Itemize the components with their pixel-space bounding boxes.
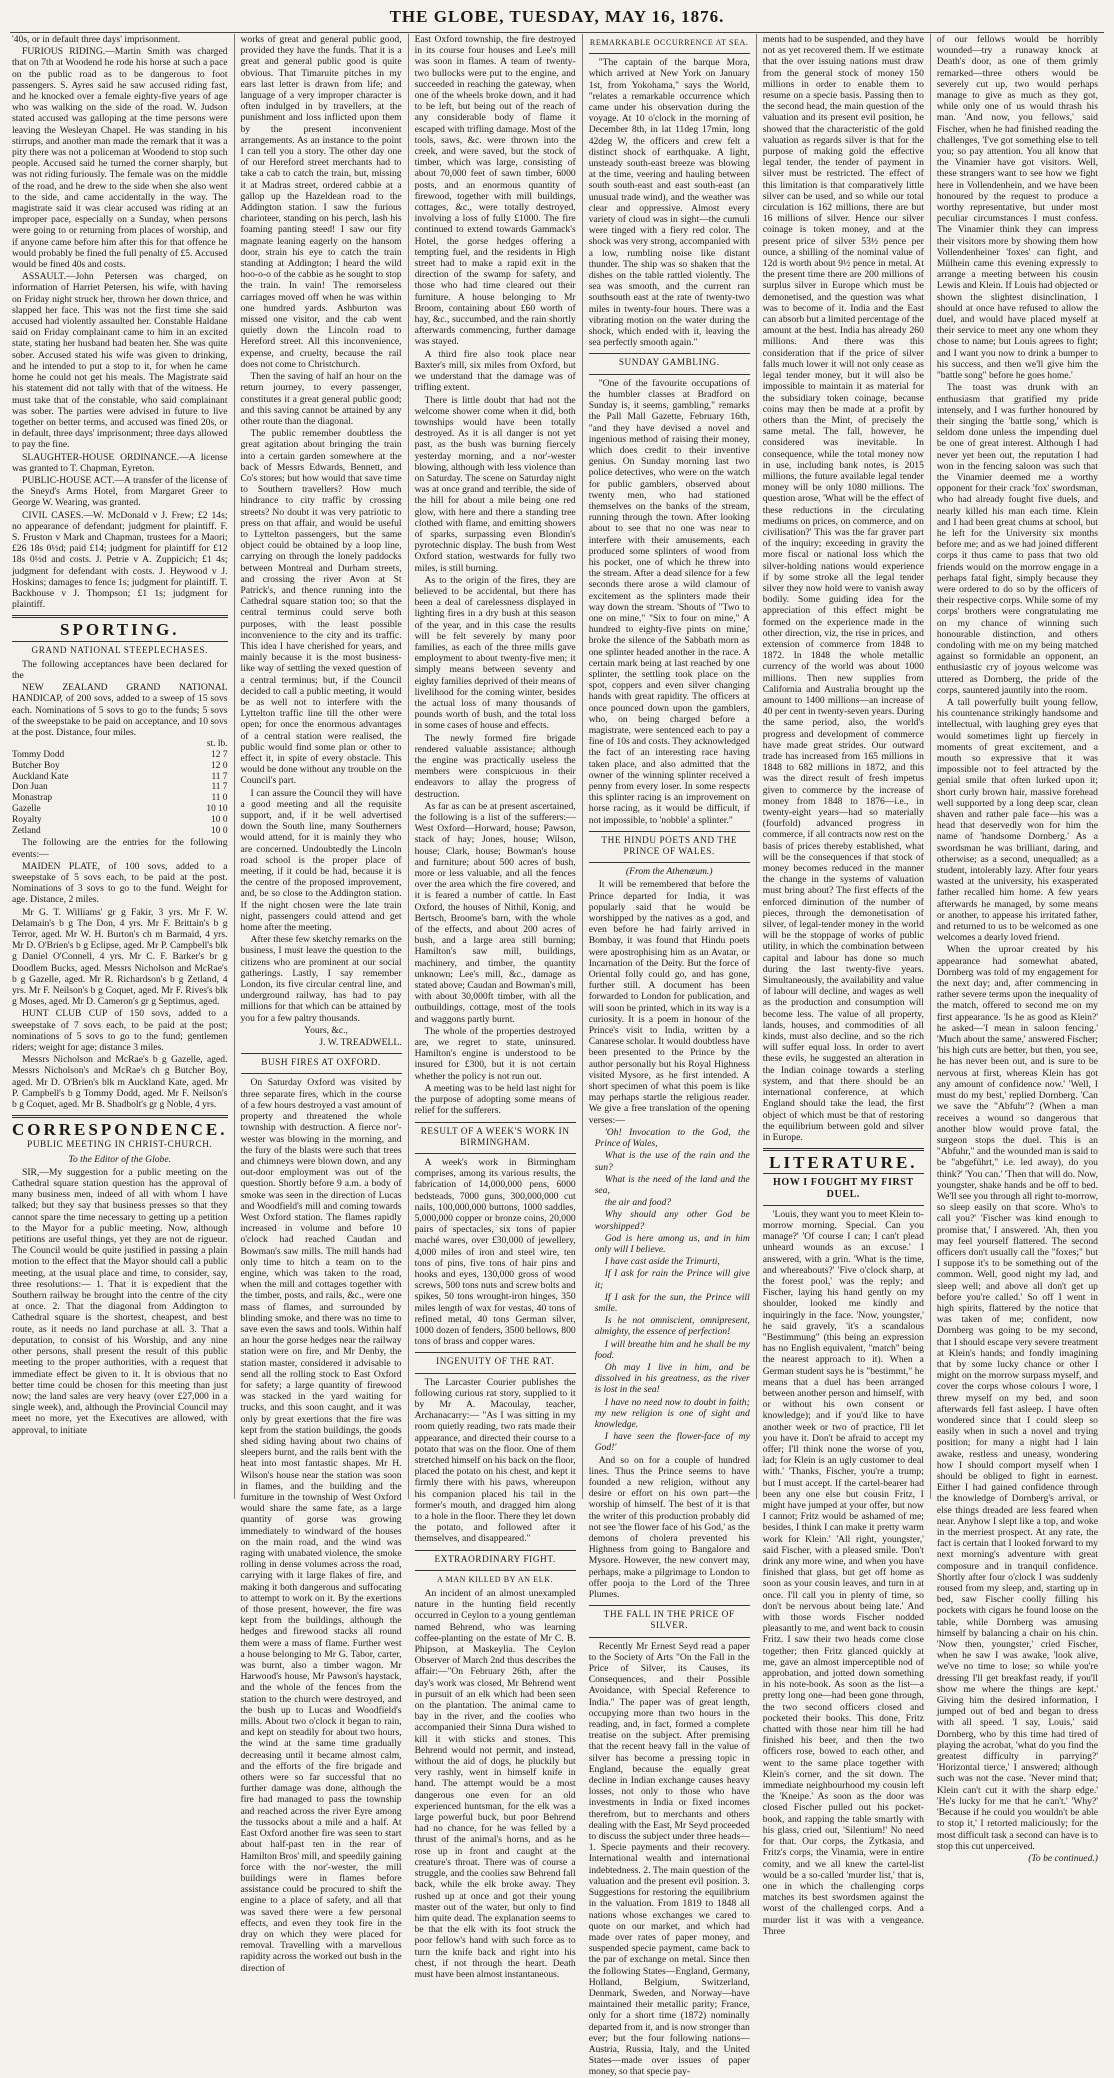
divider bbox=[589, 353, 750, 354]
section-title-correspondence: CORRESPONDENCE. bbox=[12, 1120, 228, 1140]
columns bbox=[10, 34, 1104, 2078]
divider bbox=[415, 1122, 576, 1123]
subhead: RESULT OF A WEEK'S WORK IN BIRMINGHAM. bbox=[420, 1125, 570, 1147]
table-row bbox=[12, 761, 228, 772]
paragraph: An incident of an almost unexampled nature in the hunting field recently occurred in Ceylon to a young gentleman named Behrend, who was learning coffee-planting on the estate of Mr C. B. Phipson, at Maskeylia. The Ceylon Observer of March 2nd thus describes the affair:—"On February 26th, after the day's work was closed, Mr Behrend went in pursuit of an elk which had been seen on the plantation. The animal came to bay in the river, and the coolies who accompanied their Sinna Dura wished to kill it with sticks and stones. This Behrend would not permit, and instead, without the aid of dogs, he pluckily but very rashly, went in himself knife in hand. The attempt would be a most dangerous one even for an old experienced huntsman, for the elk was a large powerful buck, but poor Behrend had no chance, for he was felled by a thrust of the animal's horns, and as he rose up in front and caught at the creature's throat. There was of course a struggle, and the coolies saw Behrend fall back, while the elk broke away. They rushed up at once and got their young master out of the water, but only to find him quite dead. The explanation seems to be that the elk with its foot struck the poor fellow's hand with such force as to turn the knife back and right into his chest, if not through the heart. Death must have been almost instantaneous. bbox=[414, 1588, 576, 1980]
horse-name: Zetland bbox=[12, 825, 41, 836]
paragraph: of our fellows would be horribly wounded—try a runaway knock at Death's door, as one of them grimly remarked—three others would be severely cut up, two would perhaps manage to give as much as they got, while only one of us would thrash his man. 'And now, you fellows,' said Fischer, when he had finished reading the challenges, 'I've got something else to tell you; so pay attention. You all know that the Vinamier have got visitors. Well, these strangers want to see how we fight here in Vollendenhein, and we have been honoured by the request to produce a worthy representative, but under most peculiar circumstances I must confess. The Vinamier think they can impress their visitors more by showing them how Vollendenheiner 'foxes' can fight, and Mülhein came this evening expressly to arrange a meeting between his cousin Lewis and Klein. If Louis had objected or shown the slightest disinclination, I should at once have refused to allow the duel, and would have placed myself at their service to meet any one whom they chose to name; but Louis agrees to fight; and I want you now to drink a bumper to his success, and then we'll give him the "battle song" before he goes home.' bbox=[936, 34, 1098, 382]
paragraph: FURIOUS RIDING.—Martin Smith was charged that on 7th at Woodend he rode his horse at such a pace on the public road as to be dangerous to foot passengers. S. Ayres said he saw accused riding fast, and he knocked over a female eighty-five years of age who was walking on the side of the road. W. Judson stated accused was galloping at the time persons were leaving the Wesleyan Chapel. He was standing in his stirrups, and another man made the remark that it was a pity there was not a policeman at Woodend to stop such people. Accused said he turned the corner sharply, but was not riding furiously. The female was on the middle of the road, and he drew to the side when she also went to the side, and came accidentally in the way. The magistrate said it was clear accused was riding at an improper pace, especially on a Sunday, when persons were going to or returning from places of worship, and if anyone came before him after this for that offence he would probably be fined the full penalty of £5. Accused would be fined 40s and costs. bbox=[12, 46, 228, 271]
poem-line: Oh may I live in him, and be dissolved in his greatness, as the river is lost in the sea! bbox=[594, 1361, 750, 1396]
column-1 bbox=[10, 34, 234, 1499]
paragraph: Recently Mr Ernest Seyd read a paper to the Society of Arts "On the Fall in the Price of Silver, its Causes, its Consequences, and their Possible Avoidance, with Special Reference to India." The paper was of great length, occupying more than two hours in the reading, and, in fact, formed a complete treatise on the subject. After premising that the recent heavy fall in the value of silver has become a pressing topic in England, because the equally great decline in Indian exchange causes heavy losses, not only to those who have investments in India or fixed incomes therefrom, but to merchants and others dealing with the East, Mr Seyd proceeded to discuss the subject under three heads—1. Specie payments and their recovery. International wealth and international indebtedness. 2. The main question of the valuation and the present evil position. 3. Suggestions for restoring the equilibrium in the valuation. From 1819 to 1848 all nations whose exchanges we cared to quote on our market, and which had made over rates of paper money, and suspended specie payment, came back to the par of exchange on metal. Since then the following States—England, Germany, Holland, Belgium, Switzerland, Denmark, Sweden, and Norway—have maintained their metallic parity; France, only for a short time (1872) nominally departed from it, and is now stronger than ever; but the four following nations—Austria, Russia, Italy, and the United States—made over issues of paper money, so that specie pay- bbox=[588, 1640, 750, 2078]
table-row bbox=[12, 772, 228, 783]
paragraph: As to the origin of the fires, they are believed to be accidental, but there has been a deal of carelessness displayed in lighting fires in a dry bush at this season of the year, and in this case the results will be felt severely by many poor families, as each of the three mills gave employment to about twenty-five men; it simply means between seventy and eighty families deprived of their means of livelihood for the coming winter, besides the actual loss of many thousands of pounds worth of bush, and the total loss in some cases of house and effects. bbox=[414, 574, 576, 732]
horse-weight: 11 7 bbox=[211, 782, 228, 793]
divider bbox=[763, 1205, 924, 1206]
paragraph: SLAUGHTER-HOUSE ORDINANCE.—A license was granted to T. Chapman, Eyreton. bbox=[12, 451, 228, 474]
subhead: BUSH FIRES AT OXFORD. bbox=[261, 1057, 381, 1068]
paragraph: '40s, or in default three days' imprisonment. bbox=[12, 34, 181, 45]
divider bbox=[415, 1153, 576, 1154]
divider bbox=[241, 1053, 402, 1054]
divider bbox=[12, 1115, 228, 1118]
paragraph: The public remember doubtless the great agitation about bringing the train into a certain garden somewhere at the back of Messrs Edwards, Bennett, and Co's stores; but how would that save time to Southern travellers? How much hindrance to city traffic by crossing streets? No doubt it was very patriotic to press on that affair, and would be useful to Lyttelton passengers, but the same object could be obtained by a loop line, carrying on through the lonely paddocks between Montreal and Durham streets, and crossing the river Avon at St Patrick's, and thence running into the Cathedral square station too; so that the central terminus could serve both purposes, with the least possible inconvenience to the city and its traffic. This idea I have cherished for years, and mainly because it is the most business-like way of settling the vexed question of a central terminus; but, if the Council decided to call a public meeting, it would be as well not to interfere with the Lyttelton traffic line till the other were open; for once the enormous advantages of a central station were realised, the public would find some plan or other to effect it, in spite of every obstacle. This would be done without any trouble on the Council's part. bbox=[240, 428, 402, 787]
horse-name: Don Juan bbox=[12, 782, 48, 793]
horse-name: Butcher Boy bbox=[12, 760, 60, 771]
subhead: INGENUITY OF THE RAT. bbox=[436, 1356, 555, 1367]
divider bbox=[589, 862, 750, 863]
paragraph: It will be remembered that before the Prince departed for India, it was popularly said that he would be worshipped by the natives as a god, and even before he had fairly arrived in Bombay, it was found that Hindu poets were apostrophising him as an Avatar, or Incarnation of the Deity. But the force of Oriental folly could go, and has gone, further still. A document has been forwarded to London for publication, and will soon be printed, which in its way is a curiosity. It is a poem in honour of the Prince's visit to India, written by a Canarese scholar. It would doubtless have been presented to the Prince by the author personally but his Royal Highness visited Mysore, as he first intended. A short specimen of what this poem is like may perhaps startle the religious reader. We give a free translation of the opening verses:— bbox=[588, 879, 750, 1126]
paragraph: The toast was drunk with an enthusiasm that gratified my pride intensely, and I was further honoured by their singing the 'battle song,' which is seldom done unless the impending duel be one of great interest. Although I had never yet been out, the reputation I had won in the fencing saloon was such that the Vinamier deemed me a worthy opponent for their crack 'fox' swordsman, who had already fought five duels, and nearly killed his man each time. Klein and I had been great chums at school, but he left for the University six months before me; and as we had joined different corps it thus came to pass that two old friends would on the morrow engage in a perhaps fatal fight, simply because they were ordered to do so by the officers of their respective corps. While some of my corps' brothers were congratulating me on my chance of winning such honourable distinction, and others condoling with me on my being matched against so formidable an opponent, an enthusiastic cry of joyous welcome was uttered as Dornberg, the pride of the corps, sauntered jauntily into the room. bbox=[936, 382, 1098, 696]
paragraph: MAIDEN PLATE, of 100 sovs, added to a sweepstake of 5 sovs each, to be paid at the post. Nominations of 3 sovs to go to the fund. Weight for age. Distance, 2 miles. bbox=[12, 860, 228, 906]
divider bbox=[415, 1550, 576, 1551]
paragraph: 'Louis, they want you to meet Klein to-morrow morning. Special. Can you manage?' 'Of course I can; I can't plead unheard wounds as an excuse.' I answered, with a grin. 'What is the time, and whereabouts?' 'Five o'clock sharp, at the forest pool,' was the reply; and Fischer, laying his hand gently on my shoulder, looked me kindly and inquiringly in the face. 'Now, youngster,' he said gravely, 'it's a scandalous "Bestimmung" (this being an expression has no English equivalent, "match" being the nearest approach to it). When a German student says he is "bestimmt," he means that a duel has been arranged between another person and himself, with or without his own consent or knowledge); and if you'd like to have another week or two of practice, I'll let you have it. Don't be afraid to accept my offer; I'll think none the worse of you, lad; for Klein is an ugly customer to deal with.' 'Thanks, Fischer, you're a trump; but I must accept. If the cartel-bearer had been any one else but cousin Fritz, I might have jumped at your offer, but now I cannot; Fritz would be ashamed of me; besides, I think I can make it pretty warm work for Klein.' 'All right, youngster,' said Fischer, with a pleased smile. 'Don't drink any more wine, and when you have finished that glass, but get off home as soon as your cousin leaves, and turn in at once. I'll call you in plenty of time, so don't be nervous about being late.' And with those words Fischer nodded pleasantly to me, and went back to cousin Fritz. I saw their two heads come close together; then Fritz glanced quickly at me, gave an almost imperceptible nod of approbation, and jotted down something in his note-book. As soon as the list—a pretty long one—had been gone through, the two second officers closed and pocketed their books. This done, Fritz chatted with those near him till he had finished his beer, and then the two officers rose, bowed to each other, and went to the same place together with Klein's corner, and the sit down. The immediate neighbourhood my cousin left the 'Kneipe.' As soon as the door was closed Fischer pulled out his pocket-book, and rapping the table smartly with his glass, cried out, 'Silentium!' No need for that. Our corps, the Zytkasia, and Fritz's corps, the Vinamia, were in entire comity, and we all knew the cartel-list would be a so-called 'murder list,' that is, one in which the challenging corps matches its best swordsmen against the worst of the challenged corps. And a murder list it was with a vengeance. Three bbox=[762, 1208, 924, 1937]
table-row bbox=[12, 815, 228, 826]
divider bbox=[241, 1073, 402, 1074]
horse-weight: 11 0 bbox=[211, 793, 228, 804]
horse-name: Gazelle bbox=[12, 803, 41, 814]
column-6 bbox=[930, 34, 1104, 1864]
editor-line: To the Editor of the Globe. bbox=[68, 1153, 171, 1165]
column-4 bbox=[582, 34, 756, 2078]
subhead: PUBLIC MEETING IN CHRIST-CHURCH. bbox=[27, 1139, 213, 1150]
horse-weight: 10 0 bbox=[211, 825, 228, 836]
subhead: EXTRAORDINARY FIGHT. bbox=[434, 1553, 556, 1564]
weights-header: st. lb. bbox=[206, 739, 228, 750]
divider bbox=[589, 831, 750, 832]
horse-weight: 12 0 bbox=[211, 760, 228, 771]
divider bbox=[589, 1637, 750, 1638]
subhead: THE HINDU POETS AND THE PRINCE OF WALES. bbox=[601, 834, 738, 857]
paragraph: The newly formed fire brigade rendered valuable assistance; although the engine was practically useless the members were conspicuous in their endeavors to allay the progress of destruction. bbox=[414, 732, 576, 800]
paragraph: A third fire also took place near Baxter's mill, six miles from Oxford, but we understand that the damage was of trifling extent. bbox=[414, 348, 576, 394]
subhead: GRAND NATIONAL STEEPLECHASES. bbox=[31, 644, 209, 655]
paragraph: After these few sketchy remarks on the business, I must leave the question to the citizens who are prominent at our social gatherings. Lastly, I say remember London, its five circular central line, and underground railway, has had to pay millions for that which can be attained by you for a few paltry thousands. bbox=[240, 934, 402, 1024]
paragraph: Mr G. T. Williams' gr g Fakir, 3 yrs. Mr F. W. Delamain's b g The Don, 4 yrs. Mr F. Brittain's b g Terror, aged. Mr W. H. Burton's ch m Barmaid, 4 yrs. Mr D. O'Brien's b g Eclipse, aged. Mr P. Campbell's blk g Daniel O'Connell, 4 yrs. Mr C. F. Barker's br g Doodlem Bucks, aged. Messrs Nicholson and McRae's b g Gazelle, aged. Mr R. Richardson's b g Zetland, 4 yrs. Mr F. Neilson's b g Coquet, aged. Mr F. Rives's blk g Moses, aged. Mr D. Cameron's gr g Septimus, aged. bbox=[12, 906, 228, 1008]
paragraph: A tall powerfully built young fellow, his countenance strikingly handsome and intellectual, with laughing grey eyes that would sometimes light up fiercely in moments of great excitement, and a mouth so expressive that it was impossible not to feel attracted by the genial smile that often lurked upon it; short curly brown hair, massive forehead well supported by a long deep scar, clean shaven and rather pale face—his was a head that deservedly won for him the name of 'handsome Dornberg.' As a swordsman he was brilliant, daring, and otherwise; as a second, unequalled; as a student, intolerably lazy. After four years wasted at the university, his exasperated father recalled him home. A few years afterwards he managed, by some means or another, to appease his irritated father, and returned to us to be welcomed as one welcomes a dearly loved friend. bbox=[936, 696, 1098, 944]
poem-line: God is here among us, and in him only will I believe. bbox=[594, 1232, 750, 1255]
poem-line: I will breathe him and he shall be my food. bbox=[594, 1338, 750, 1361]
paragraph: The following are the entries for the following events:— bbox=[12, 837, 228, 860]
table-row bbox=[12, 793, 228, 804]
paragraph: Messrs Nicholson and McRae's b g Gazelle, aged. Messrs Nicholson's and McRae's ch g Butcher Boy, aged. Mr D. O'Brien's blk m Auckland Kate, aged. Mr P. Campbell's b g Tommy Dodd, aged. Mr F. Neilson's b g Coquet, aged. Mr B. Shadbolt's gr g Noble, 4 yrs. bbox=[12, 1054, 228, 1111]
divider bbox=[12, 615, 228, 618]
paragraph: "The captain of the barque Mora, which arrived at New York on January 1st, from Yokohama," says the World, "relates a remarkable occurrence which came under his observation during the voyage. At 10 o'clock in the morning of December 8th, in lat 11deg 17min, long 42deg W, the officers and crew felt a distinct shock of earthquake. A light, unsteady south-east breeze was blowing at the time, veering and hauling between south south-east and east south-east (an unusual trade wind), and the weather was clear and oppressive. Almost every variety of cloud was in sight—the cumuli were tinged with a fiery red color. The shock was very strong, accompanied with a low, rumbling noise like distant thunder. The ship was so shaken that the dishes on the table rattled violently. The sea was smooth, and the current ran southsouth east at the rate of twenty-two miles in twenty-four hours. There was a vibrating motion on the water during the shock, which ended with it, leaving the sea perfectly smooth again." bbox=[588, 57, 750, 349]
horse-name: Royalty bbox=[12, 814, 42, 825]
paragraph: SIR,—My suggestion for a public meeting on the Cathedral square station question has the approval of many business men, indeed of all with whom I have talked; but they say that business presses so that they cannot spare the time necessary to getting up a petition to the Mayor for a public meeting. Now, although petitions are useful things, yet they are not de rigueur. The Council would be quite justified in passing a plain motion to the effect that the Mayor should call a public meeting, at the usual place and time, to consider, say, three resolutions:— 1. That it is expedient that the Southern railway be brought into the centre of the city at once. 2. That the diagonal from Addington to Cathedral square is the shortest, cheapest, and best route, as it needs no land purchase at all. 3. That a deputation, to consist of his Worship, and any nine other persons, shall present the result of this public meeting to the proper authorities, with a request that immediate effect be given to it. It is obvious that no better time could be chosen for this meeting than just now; the land sales are very heavy (over £27,000 in a single week), and, although the Provincial Council may meet no more, yet the Executives are allowed, with approval, to initiate bbox=[12, 1166, 228, 1436]
poem-line: 'Oh! Invocation to the God, the Prince of Wales, bbox=[594, 1126, 750, 1150]
horse-name: Monastrap bbox=[12, 793, 53, 804]
subhead: HOW I FOUGHT MY FIRST DUEL. bbox=[772, 1177, 914, 1200]
section-title-sporting: SPORTING. bbox=[60, 620, 180, 640]
divider bbox=[12, 641, 228, 642]
signature: J. W. TREADWELL. bbox=[319, 1037, 402, 1049]
subhead-small: A MAN KILLED BY AN ELK. bbox=[437, 1574, 554, 1584]
divider bbox=[415, 1570, 576, 1571]
poem-line: Why should any other God be worshipped? bbox=[594, 1209, 750, 1232]
column-5 bbox=[756, 34, 930, 1937]
divider bbox=[589, 1605, 750, 1606]
divider bbox=[415, 1373, 576, 1374]
poem-line: I have seen the flower-face of my God!' bbox=[594, 1431, 750, 1454]
poem-line: What is the need of the land and the sea, bbox=[594, 1173, 750, 1196]
to-be-continued: (To be continued.) bbox=[1028, 1852, 1098, 1864]
poem-line: I have no need now to doubt in faith; my new religion is one of sight and knowledge. bbox=[594, 1396, 750, 1430]
horse-weight: 10 0 bbox=[211, 814, 228, 825]
paragraph: I can assure the Council they will have a good meeting and all the requisite support, and, if it be well advertised down the South line, many Southerners would attend, for it is mainly they who are concerned. Undoubtedly the Lincoln road school is the proper place of meeting, if it could be had, because it is the centre of the proposed improvement, and, be so close to the Addington station. If the night chosen were the late train night, passengers could attend and get home after the meeting. bbox=[240, 787, 402, 934]
poem-line: If I ask for rain the Prince will give it; bbox=[594, 1268, 750, 1291]
weights-table bbox=[12, 739, 228, 836]
divider bbox=[763, 1148, 924, 1151]
table-row bbox=[12, 750, 228, 761]
table-header-row bbox=[12, 739, 228, 750]
column-3 bbox=[408, 34, 582, 1980]
paragraph: CIVIL CASES.—W. McDonald v J. Frew; £2 14s; no appearance of defendant; judgment for plaintiff. F. S. Fruston v Mark and Chapman, trustees for a Maori; £26 18s 0½d; paid £14; judgment for plaintiff for £12 18s 0½d and costs. J. Petrie v A. Zuppicich; £1 4s; judgment for defendant with costs. J. Heywood v J. Hoskins; damages to fence 1s; judgment for plaintiff. T. Backhouse v J. Thompson; £1 1s; judgment for plaintiff. bbox=[12, 509, 228, 611]
divider bbox=[415, 1352, 576, 1353]
paragraph: ASSAULT.—John Petersen was charged, on information of Harriet Petersen, his wife, with having on Friday night struck her, thrown her down thrice, and slapped her face. This was not the first time she said accused had violently assaulted her. Constable Haldane said on Friday complainant came to him in an excited state, stating her husband had beaten her. She was quite sober. Accused stated his wife was given to drinking, and he intended to put a stop to it, for when he came home he could not get his meals. The Magistrate said his statement did not tally with that of the witness. He must take that of the constable, who said complainant was sober. The parties were advised in future to live together on better terms, and accused was fined 20s, or in default, three days' imprisonment; three days allowed to pay the fine. bbox=[12, 271, 228, 451]
paragraph: The Larcaster Courier publishes the following curious rat story, supplied to it by Mr A. Macoulay, teacher, Archanacarry:— "As I was sitting in my room quietly reading, two rats made their appearance, and directed their course to a potato that was on the floor. One of them stretched himself on his back on the floor, placed the potato on his chest, and kept it firmly there with his paws, whereupon his companion placed his tail in the former's mouth, and dragged him along to a hole in the floor. There they let down the potato, and followed after it themselves, and disappeared." bbox=[414, 1376, 576, 1545]
subhead: REMARKABLE OCCURRENCE AT SEA. bbox=[589, 38, 749, 47]
divider bbox=[763, 1173, 924, 1174]
paragraph: A meeting was to be held last night for the purpose of adopting some means of relief for the sufferers. bbox=[414, 1082, 576, 1117]
horse-name: Tommy Dodd bbox=[12, 749, 65, 760]
subhead: SUNDAY GAMBLING. bbox=[618, 357, 720, 368]
poem-line: Is he not omniscient, omnipresent, almighty, the essence of perfection! bbox=[594, 1315, 750, 1338]
source-line: (From the Athenæum.) bbox=[625, 866, 713, 878]
paragraph: PUBLIC-HOUSE ACT.—A transfer of the license of the Sneyd's Arms Hotel, from Margaret Greer to George W. Wearing, was granted. bbox=[12, 474, 228, 509]
table-row bbox=[12, 782, 228, 793]
horse-weight: 11 7 bbox=[211, 771, 228, 782]
table-row bbox=[12, 804, 228, 815]
paragraph: And so on for a couple of hundred lines. Thus the Prince seems to have founded a new religion, without any desire or effort on his own part—the worship of himself. The best of it is that the writer of this production probably did not see 'the flower face of his God,' as the demons of cholera prevented his Highness from going to Bangalore and Mysore. However, the new convert may, perhaps, make a pilgrimage to London to offer pooja to the Lord of the Three Plumes. bbox=[588, 1454, 750, 1601]
paragraph: The following acceptances have been declared for the bbox=[12, 658, 228, 681]
divider bbox=[589, 53, 750, 54]
horse-name: Auckland Kate bbox=[12, 771, 69, 782]
paragraph: The whole of the properties destroyed are, we regret to state, uninsured. Hamilton's engine is understood to be insured for £300, but it is not certain whether the policy is not run out. bbox=[414, 1025, 576, 1082]
paragraph: When the uproar created by his appearance had somewhat abated, Dornberg was told of my engagement for the next day; and, after commencing in rather severe terms upon the inequality of the match, offered to second me on my first appearance. 'Is he as good as Klein?' he asked—'I mean in saloon fencing.' 'Much about the same,' answered Fischer; 'his high cuts are better, but then, you see, he has never been out, and is sure to be nervous at first, whereas Klein has got any amount of confidence now.' 'Well, I must do my best,' replied Dornberg. 'Can we save the "Abfuhr"? (When a man receives a wound so dangerous that another blow would prove fatal, the surgeon stops the duel. This is an "Abfuhr," and the wounded man is said to be "abgeführt," i.e. led away), do you think?' 'You can.' 'Then that will do. Now, youngster, shake hands and be off to bed. We'll see you through all right to-morrow, so sleep easily on that score. Who's to call you?' 'Fischer was kind enough to promise that,' I answered. 'Ah, then you may feel yourself flattered. The second officers don't usually call the "foxes;" but I suppose it's to be something out of the common. Well, good night my lad, and sleep well; and above all don't get up before you're called.' So off I went in high spirits, flattered by the notice that was taken of me; confident, now Dornberg was going to be my second, that I should escape very severe treatment at Klein's hands; and fondly imagining that by some lucky chance or other I might on the morrow surpass myself, and cover the corps whose colours I wore, I threw myself on my bed, and soon afterwards fell fast asleep. I have often wondered since that I could sleep so easily when in such a novel and trying position; for many a night had I lain awake, restless and uneasy, wondering how I should comport myself when I should be obliged to fight in earnest. Either I had gained confidence through the knowledge of Dornberg's arrival, or else things dreaded are less feared when near. Anyhow I slept like a top, and woke in the merriest prospect. At any rate, the fact is certain that I looked forward to my next morning's adventure with great composure and in tranquil confidence. Shortly after four o'clock I was suddenly roused from my sleep, and, starting up in bed, saw Fischer coolly filling his pockets with cigars he found loose on the table, while Dornberg was amusing himself by balancing a chair on his chin. 'Now then, youngster,' cried Fischer, when he saw I was awake, 'look alive, we've no time to lose; so while you're dressing I'll get breakfast ready, if you'll show me where the things are kept.' Giving him the desired information, I jumped out of bed and began to dress with all speed. 'I say, Louis,' said Dornberg, who by this time had tired of playing the acrobat, 'what do you find the greatest difficulty in parrying?' 'Horizontal tierce,' I answered; although such was not the case. 'Never mind that; Klein can't cut it with the sharp edge.' 'He's lucky for me that he can't.' 'Why?' 'Because if he could you wouldn't be able to stop it,' I retorted maliciously; for the most difficult task a second can have is to stop this cut unperceived. bbox=[936, 944, 1098, 1852]
paragraph: HUNT CLUB CUP of 150 sovs, added to a sweepstake of 7 sovs each, to be paid at the post; nominations of 5 sovs to go to the fund; gentlemen riders; weight for age; distance 3 miles. bbox=[12, 1008, 228, 1054]
paragraph: A week's work in Birmingham comprises, among its various results, the fabrication of 14,000,000 pens, 6000 bedsteads, 7000 guns, 300,000,000 cut nails, 100,000,000 buttons, 1000 saddles, 5,000,000 copper or bronze coins, 20,000 pairs of spectacles, six tons of papier maché wares, over £30,000 of jewellery, 4,000 miles of iron and steel wire, ten tons of pins, five tons of hair pins and hooks and eyes, 130,000 gross of wood screws, 500 tons nuts and screw bolts and spikes, 50 tons wrought-iron hinges, 350 miles length of wax for vestas, 40 tons of refined metal, 40 tons German silver, 1000 dozen of fenders, 3500 bellows, 800 tons of brass and copper wares. bbox=[414, 1156, 576, 1348]
column-2 bbox=[234, 34, 408, 1974]
horse-weight: 12 7 bbox=[211, 749, 228, 760]
table-row bbox=[12, 826, 228, 837]
signoff: Yours, &c., bbox=[304, 1024, 348, 1036]
paragraph: Then the saving of half an hour on the return journey, to every passenger, constitutes it a great general public good; and this saving cannot be attained by any other route than the diagonal. bbox=[240, 371, 402, 427]
paragraph: There is little doubt that had not the welcome shower come when it did, both townships would have been totally destroyed. As it is all danger is not yet past, as the bush was burning fiercely yesterday morning, and a nor'-wester blowing, although with less violence than on Saturday. The scene on Saturday night was at once grand and terrible, the side of the hill for about a mile being one red glow, with here and there a standing tree clothed with flame, and emitting showers of sparks, surpassing even Blondin's pyrotechnic display. The bush from West Oxford station, westwards for fully two miles, is still burning. bbox=[414, 394, 576, 574]
poem-line: What is the use of the rain and the sun? bbox=[594, 1150, 750, 1173]
poem-line: If I ask for the sun, the Prince will smile. bbox=[594, 1291, 750, 1314]
subhead: THE FALL IN THE PRICE OF SILVER. bbox=[603, 1609, 735, 1631]
paragraph: ments had to be suspended, and they have not as yet recovered them. If we estimate that the over issuing nations must draw from the general stock of money 150 millions in order to enable them to resume on a specie basis. Passing then to the second head, the main question of the valuation and its present evil position, he showed that the characteristic of the gold valuation as regards silver is that for the purpose of making gold the effective legal tender, the tender of payment in silver must be restricted. The effect of this limitation is that comparatively little silver can be used, and so while our total circulation is 162 millions, there are but 16 millions of silver. Hence our silver coinage is token money, and at the present price of silver 53½ pence per ounce, a shilling of the nominal value of 12d is worth about 9½ pence in metal. At the present time there are 200 millions of surplus silver in Europe which must be demonetised, and the question was what was to become of it. India and the East can absorb but a limited percentage of the amount at the best. India has already 260 millions. And there was this consideration that if the price of silver falls much lower it will not only cease as legal tender money, but it will also be impossible to maintain it as material for the subsidiary token coinage, because coins may then be made at a profit by others than the Mint, of precisely the same metal. The fall, however, he considered was inevitable. In consequence, while the total money now in use, including bank notes, is 2015 millions, the future available legal tender money will be only 1080 millions. The question arose, 'What will be the effect of these reductions in the circulating mediums on prices, on commerce, and on civilisation?' This was the far graver part of the inquiry; exceeding in gravity the more fiscal or national loss which the silver-holding nations would experience if by some stroke all the legal tender silver they now hold were to vanish away bodily. Some guiding idea for the appreciation of this effect might be formed on the experience made in the other direction, viz, the rise in prices, and extension of commerce from 1848 to 1872. In 1848 the whole metallic currency of the world was about 1000 millions. Then new supplies from California and Australia brought up the amount to 1400 millions—an increase of 40 per cent in twenty-seven years. During the same period, also, the world's progress and development of commerce have made great strides. Our outward trade has increased from 165 millions in 1848 to 682 millions in 1872, and this was the direct result of fresh impetus given to commerce by the increase of money from 1848 to 1876—i.e., in twenty-eight years—had so materially (fourfold) advanced progress in commerce, if all contracts now rest on the basis of prices thereby established, what will be the consequences if that stock of money becomes reduced in the manner the change in the systems of valuation must bring about? The first effects of the enforced diminution of the number of pieces, through the demonetisation of silver, of legal-tender money in the world will be the stoppage of works of public utility, in which the combination between capital and labour has done so much during the last twenty-five years. Simultaneously, the availability and value of labour will decline, and wages as well as the production and consumption will become less. The value of all property, lands, houses, and commodities of all kinds, must also decline, and so the rich will suffer equal loss. In order to avert these evils, he suggested an alteration in the Indian coinage towards a sterling system, and that there should be an international conference, at which England should take the lead, the first object of which must be that of restoring the equilibrium between gold and silver in Europe. bbox=[762, 34, 924, 1143]
poem-line: I have cast aside the Trimurti, bbox=[604, 1256, 720, 1268]
horse-weight: 10 10 bbox=[206, 803, 228, 814]
masthead: THE GLOBE, TUESDAY, MAY 16, 1876. bbox=[10, 6, 1104, 33]
paragraph: On Saturday Oxford was visited by three separate fires, which in the course of a few hours destroyed a vast amount of property and threatened the whole township with destruction. A fierce nor'-wester was blowing in the morning, and the fury of the blasts were such that trees and chimneys were blown down, and any out-door employment was out of the question. Shortly before 9 a.m. a body of smoke was seen in the direction of Lucas and Woodfield's mill and coming towards West Oxford station. The flames rapidly increased in volume and before 10 o'clock had reached Caudan and Bowman's saw mills. The mill hands had only time to hitch a team on to the engine, which was taken to the road, when the mill and cottages together with the timber, posts, and rails, &c., were one mass of flames, and surrounded by blinding smoke, and there was no time to save even the saws and tools. Within half an hour the gorse hedges near the railway station were on fire, and Mr Denby, the station master, considered it advisable to send all the rolling stock to East Oxford for safety; a large quantity of firewood was stacked in the yard waiting for trucks, and this soon caught, and it was only by great exertions that the fire was kept from the station buildings, the goods shed siding having about two chains of sleepers burnt, and the rails bent with the heat into most fantastic shapes. Mr H. Wilson's house near the station was soon in flames, and the building and the furniture in the township of West Oxford would share the same fate, as a large quantity of gorse was growing immediately to windward of the houses on the main road, and the wind was raging with unabated violence, the smoke rolling in dense volumes across the road, carrying with it large flakes of fire, and making it both dangerous and suffocating to attempt to work on it. By the exertions of those present, however, the fire was kept from the buildings, although the hedges and firewood stacks all round them were a mass of flame. Further west a house belonging to Mr G. Tabor, carter, was burnt, also a timber wagon. Mr Harwood's house, Mr Pawson's haystack, and the whole of the fences from the station to the church were destroyed, and the bush up to Lucas and Woodfield's mills. About two o'clock it began to rain, and kept on steadily for about two hours, the wind at the same time gradually decreasing until it became almost calm, and the efforts of the fire brigade and others were so far successful that no further damage was done, although the fire had managed to pass the township and reached across the river Eyre among the tussocks about a mile and a half. At East Oxford another fire was seen to start about half-past ten in the rear of Hamilton Bros' mill, and speedily gaining force with the nor'-wester, the mill buildings were in flames before assistance could be procured to shift the engine to a place of safety, and all that was saved there were a few personal effects, and even they took fire in the dray on which they were placed for removal. Travelling with a marvellous rapidity across the worked out bush in the direction of bbox=[240, 1077, 402, 1974]
paragraph: "One of the favourite occupations of the humbler classes at Bradford on Sunday is, it seems, gambling," remarks the Pall Mall Gazette, February 16th, "and they have devised a novel and ingenious method of raising their money, which does credit to their inventive genius. On Sunday morning last two police detectives, who were on the watch for public gamblers, observed about twenty men, who had stationed themselves on the banks of the stream, running through the town. After looking about to see that no one was near to interfere with their amusements, each produced some splinters of wood from his pocket, one of which he threw into the stream. After a dead silence for a few seconds there arose a wild clamour of excitement as the splinters made their way down the stream. 'Shouts of "Two to one on mine," "Six to four on mine," A hundred to eighty-five pints on mine,' broke the silence of the Sabbath morn as one splinter headed another in the race. A certain mark being at last reached by one splinter, the settling took place on the spot, coppers and even silver changing hands with great rapidity. The officers at once pounced down upon the gamblers, who, on being charged before a magistrate, were sentenced each to pay a fine of 10s and costs. They acknowledged the fact of an interesting race having taken place, and also admitted that the owner of the winning splinter received a penny from every loser. In some respects this splinter racing is an improvement on horse racing, as it would be difficult, if not impossible, to 'nobble' a splinter." bbox=[588, 377, 750, 826]
divider bbox=[589, 374, 750, 375]
paragraph: works of great and general public good, provided they have the funds. That it is a great and general public good is quite obvious. That Timaruite pitches in my ears last letter is drawn from life; and language of a very improper character is often indulged in by travellers, at the punishment and loss inflicted upon them by the present inconvenient arrangements. As an instance to the point I can tell you a story. The other day one of our Hereford street merchants had to take a cab to catch the train, but, missing it at Madras street, ordered cabbie at a gallop up the Hazeldean road to the Addington station. I saw the furious charioteer, standing on his perch, lash his foaming panting steed! I saw our fity magnate leaning eagerly on the hansom door, strain his eye to catch the train standing at Addington; I heard the wild hoo-o-o of the cabbie as he sought to stop the train. In vain! The remorseless carriages moved off when he was within one hundred yards. Ashburton was missed one visitor, and the cab went quietly down the Lincoln road to Hereford street. All this inconvenience, expense, and cruelty, because the rail does not come to Christchurch. bbox=[240, 34, 402, 370]
poem-line: the air and food? bbox=[604, 1197, 672, 1209]
section-title-literature: LITERATURE. bbox=[769, 1153, 918, 1173]
paragraph: East Oxford township, the fire destroyed in its course four houses and Lee's mill was soon in flames. A team of twenty-two bullocks were put to the engine, and succeeded in reaching the gateway, when one of the wheels broke down, and it had to be left, but being out of the reach of any considerable body of flame it escaped with trifling damage. Most of the tools, saws, &c. were thrown into the creek, and were saved, but the stock of timber, which was large, consisting of about 70,000 feet of sawn timber, 6000 posts, and an enormous quantity of firewood, together with mill buildings, cottages, &c., were totally destroyed, involving a loss of fully £1000. The fire continued to extend towards Gammack's Hotel, the gorse hedges offering a tempting fuel, and the residents in High street had to make a rapid exit in the direction of the swamp for safety, and those who had time cleared out their furniture. A house belonging to Mr Broom, containing about £60 worth of hay, &c., succumbed, and the rain shortly afterwards commencing, further damage was stayed. bbox=[414, 34, 576, 348]
paragraph: NEW ZEALAND GRAND NATIONAL HANDICAP, of 200 sovs, added to a sweep of 15 sovs each. Nominations of 5 sovs to go to the funds; 5 sovs of the sweepstake to be paid on acceptance, and 10 sovs at the post. Distance, four miles. bbox=[12, 682, 228, 738]
paragraph: As far as can be at present ascertained, the following is a list of the sufferers:—West Oxford—Horward, house; Pawson, stack of hay; Jones, house; Wilson, house; Clark, house; Bowman's house and furniture; about 500 acres of bush, more or less valuable, and all the fences over the area which the fire covered, and it is feared a number of cattle. In East Oxford, the houses of Nithil, Konig, and Bertsch, Broome's barn, with the whole of the effects, and about 200 acres of bush, and a large area still burning; Hamilton's saw mill, buildings, machinery, and timber, the quantity unknown; Lee's mill, &c., damage as stated above; Caudan and Bowman's mill, with about 30,000ft timber, with all the outbuildings, cottage, most of the tools and waggons partly burnt. bbox=[414, 800, 576, 1025]
